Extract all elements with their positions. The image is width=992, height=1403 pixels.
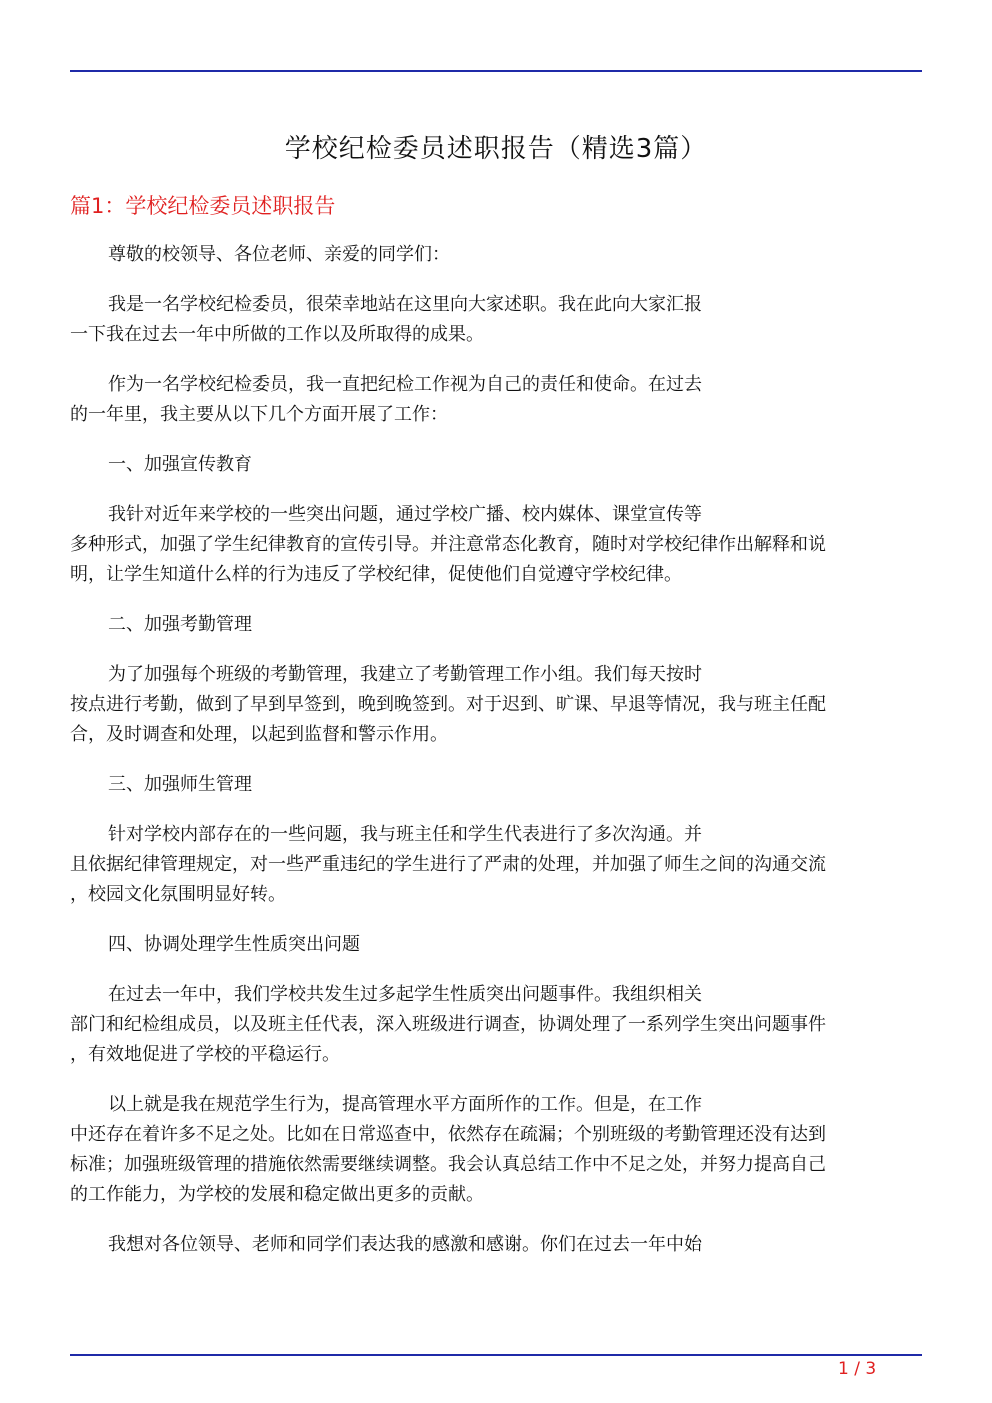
paragraph-line: ，有效地促进了学校的平稳运行。 (70, 1044, 340, 1065)
bottom-rule (70, 1354, 922, 1356)
paragraph-line: 为了加强每个班级的考勤管理，我建立了考勤管理工作小组。我们每天按时 (108, 664, 702, 685)
paragraph-line: 多种形式，加强了学生纪律教育的宣传引导。并注意常态化教育，随时对学校纪律作出解释和说 (70, 534, 826, 555)
paragraph (70, 450, 922, 480)
paragraph-line: 以上就是我在规范学生行为，提高管理水平方面所作的工作。但是，在工作 (108, 1094, 702, 1115)
paragraph-line: 一下我在过去一年中所做的工作以及所取得的成果。 (70, 324, 484, 345)
paragraph-line: 中还存在着许多不足之处。比如在日常巡查中，依然存在疏漏；个别班级的考勤管理还没有达到 (70, 1124, 826, 1145)
paragraph (70, 930, 922, 960)
paragraph-line: 二、加强考勤管理 (108, 614, 252, 635)
paragraph-line: ，校园文化氛围明显好转。 (70, 884, 286, 905)
paragraph (70, 240, 922, 270)
paragraph-line: 我针对近年来学校的一些突出问题，通过学校广播、校内媒体、课堂宣传等 (108, 504, 702, 525)
paragraph-line: 作为一名学校纪检委员，我一直把纪检工作视为自己的责任和使命。在过去 (108, 374, 702, 395)
paragraph (70, 820, 922, 910)
paragraph-line: 尊敬的校领导、各位老师、亲爱的同学们： (108, 244, 450, 265)
page-indicator: 1 / 3 (838, 1359, 877, 1379)
paragraph-line: 针对学校内部存在的一些问题，我与班主任和学生代表进行了多次沟通。并 (108, 824, 702, 845)
top-rule (70, 70, 922, 72)
paragraph (70, 770, 922, 800)
paragraph (70, 610, 922, 640)
document-body (70, 240, 922, 1280)
paragraph-line: 我想对各位领导、老师和同学们表达我的感激和感谢。你们在过去一年中始 (108, 1234, 702, 1255)
paragraph (70, 500, 922, 590)
paragraph-line: 按点进行考勤，做到了早到早签到，晚到晚签到。对于迟到、旷课、早退等情况，我与班主任配 (70, 694, 826, 715)
paragraph-line: 合，及时调查和处理，以起到监督和警示作用。 (70, 724, 448, 745)
paragraph-line: 部门和纪检组成员，以及班主任代表，深入班级进行调查，协调处理了一系列学生突出问题事件 (70, 1014, 826, 1035)
paragraph (70, 290, 922, 350)
paragraph-line: 的工作能力，为学校的发展和稳定做出更多的贡献。 (70, 1184, 484, 1205)
paragraph-line: 一、加强宣传教育 (108, 454, 252, 475)
paragraph-line: 明，让学生知道什么样的行为违反了学校纪律，促使他们自觉遵守学校纪律。 (70, 564, 682, 585)
paragraph-line: 在过去一年中，我们学校共发生过多起学生性质突出问题事件。我组织相关 (108, 984, 702, 1005)
paragraph-line: 我是一名学校纪检委员，很荣幸地站在这里向大家述职。我在此向大家汇报 (108, 294, 702, 315)
paragraph-line: 的一年里，我主要从以下几个方面开展了工作： (70, 404, 448, 425)
paragraph-line: 三、加强师生管理 (108, 774, 252, 795)
paragraph (70, 660, 922, 750)
paragraph-line: 标准；加强班级管理的措施依然需要继续调整。我会认真总结工作中不足之处，并努力提高自己 (70, 1154, 826, 1175)
paragraph (70, 1230, 922, 1260)
paragraph (70, 980, 922, 1070)
paragraph (70, 1090, 922, 1210)
paragraph-line: 四、协调处理学生性质突出问题 (108, 934, 360, 955)
paragraph-line: 且依据纪律管理规定，对一些严重违纪的学生进行了严肃的处理，并加强了师生之间的沟通交流 (70, 854, 826, 875)
paragraph (70, 370, 922, 430)
document-title: 学校纪检委员述职报告（精选3篇） (284, 134, 708, 164)
section-heading: 篇1：学校纪检委员述职报告 (70, 194, 336, 218)
